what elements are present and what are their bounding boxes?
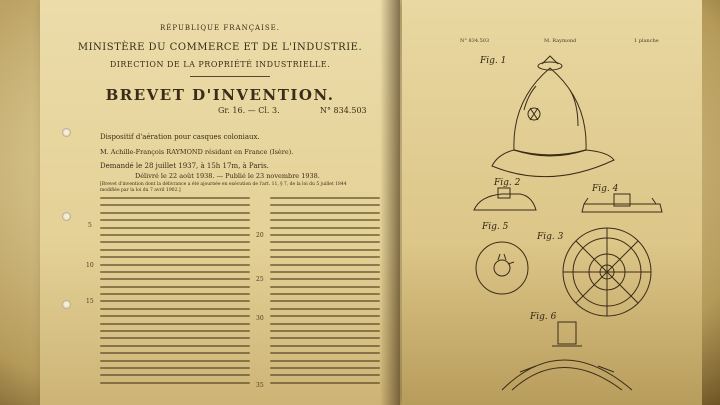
- figure-label: Fig. 3: [537, 232, 564, 242]
- margin-number: 30: [256, 315, 264, 322]
- patent-drawing-page: [402, 0, 702, 405]
- fig6-drawing: [502, 322, 632, 390]
- margin-number: 25: [256, 276, 264, 283]
- binder-hole: [62, 128, 71, 137]
- fig3-drawing: [563, 228, 651, 316]
- patent-subject: Dispositif d'aération pour casques coloniaux.: [100, 133, 260, 141]
- figure-label: Fig. 1: [480, 56, 507, 66]
- classification: Gr. 16. — Cl. 3.: [218, 106, 280, 115]
- fig5-drawing: [476, 242, 528, 294]
- binder-hole: [62, 212, 71, 221]
- margin-number: 15: [86, 298, 94, 305]
- page-edge-shadow: [380, 0, 400, 405]
- direction-heading: DIRECTION DE LA PROPRIÉTÉ INDUSTRIELLE.: [109, 60, 331, 69]
- figure-label: Fig. 2: [494, 178, 521, 188]
- drawing-header-sheets: 1 planche: [634, 38, 659, 44]
- grant-date: Délivré le 22 août 1938. — Publié le 23 novembre 1938.: [135, 172, 320, 180]
- ajournement-note: [Brevet d'invention dont la délivrance a été ajournée en exécution de l'art. 11, § 7, de la loi du 5 juillet 1844 modifiée par la loi du 7 avril 1902.]: [100, 182, 347, 193]
- filing-date: Demandé le 28 juillet 1937, à 15h 17m, à Paris.: [100, 162, 269, 170]
- body-column-left: [100, 197, 250, 389]
- figure-label: Fig. 6: [530, 312, 557, 322]
- fig2-drawing: [474, 188, 536, 210]
- patent-number: N° 834.503: [320, 106, 367, 115]
- helmet-drawing: [492, 56, 614, 177]
- republic-heading: RÉPUBLIQUE FRANÇAISE.: [159, 24, 280, 32]
- divider: [190, 76, 270, 77]
- inventor-line: M. Achille-François RAYMOND résidant en France (Isère).: [100, 148, 294, 156]
- margin-number: 5: [88, 222, 92, 229]
- drawing-header-number: N° 834.503: [460, 38, 490, 44]
- drawing-header-name: M. Raymond: [544, 38, 577, 44]
- figure-label: Fig. 4: [592, 184, 619, 194]
- binder-hole: [62, 300, 71, 309]
- patent-text-page: [40, 0, 400, 405]
- patent-drawings: [402, 0, 702, 405]
- fig4-drawing: [582, 194, 662, 212]
- margin-number: 35: [256, 382, 264, 389]
- body-column-right: [270, 197, 380, 389]
- figure-label: Fig. 5: [482, 222, 509, 232]
- margin-number: 20: [256, 232, 264, 239]
- margin-number: 10: [86, 262, 94, 269]
- brevet-title: BREVET D'INVENTION.: [105, 86, 335, 104]
- ministry-heading: MINISTÈRE DU COMMERCE ET DE L'INDUSTRIE.: [77, 42, 363, 53]
